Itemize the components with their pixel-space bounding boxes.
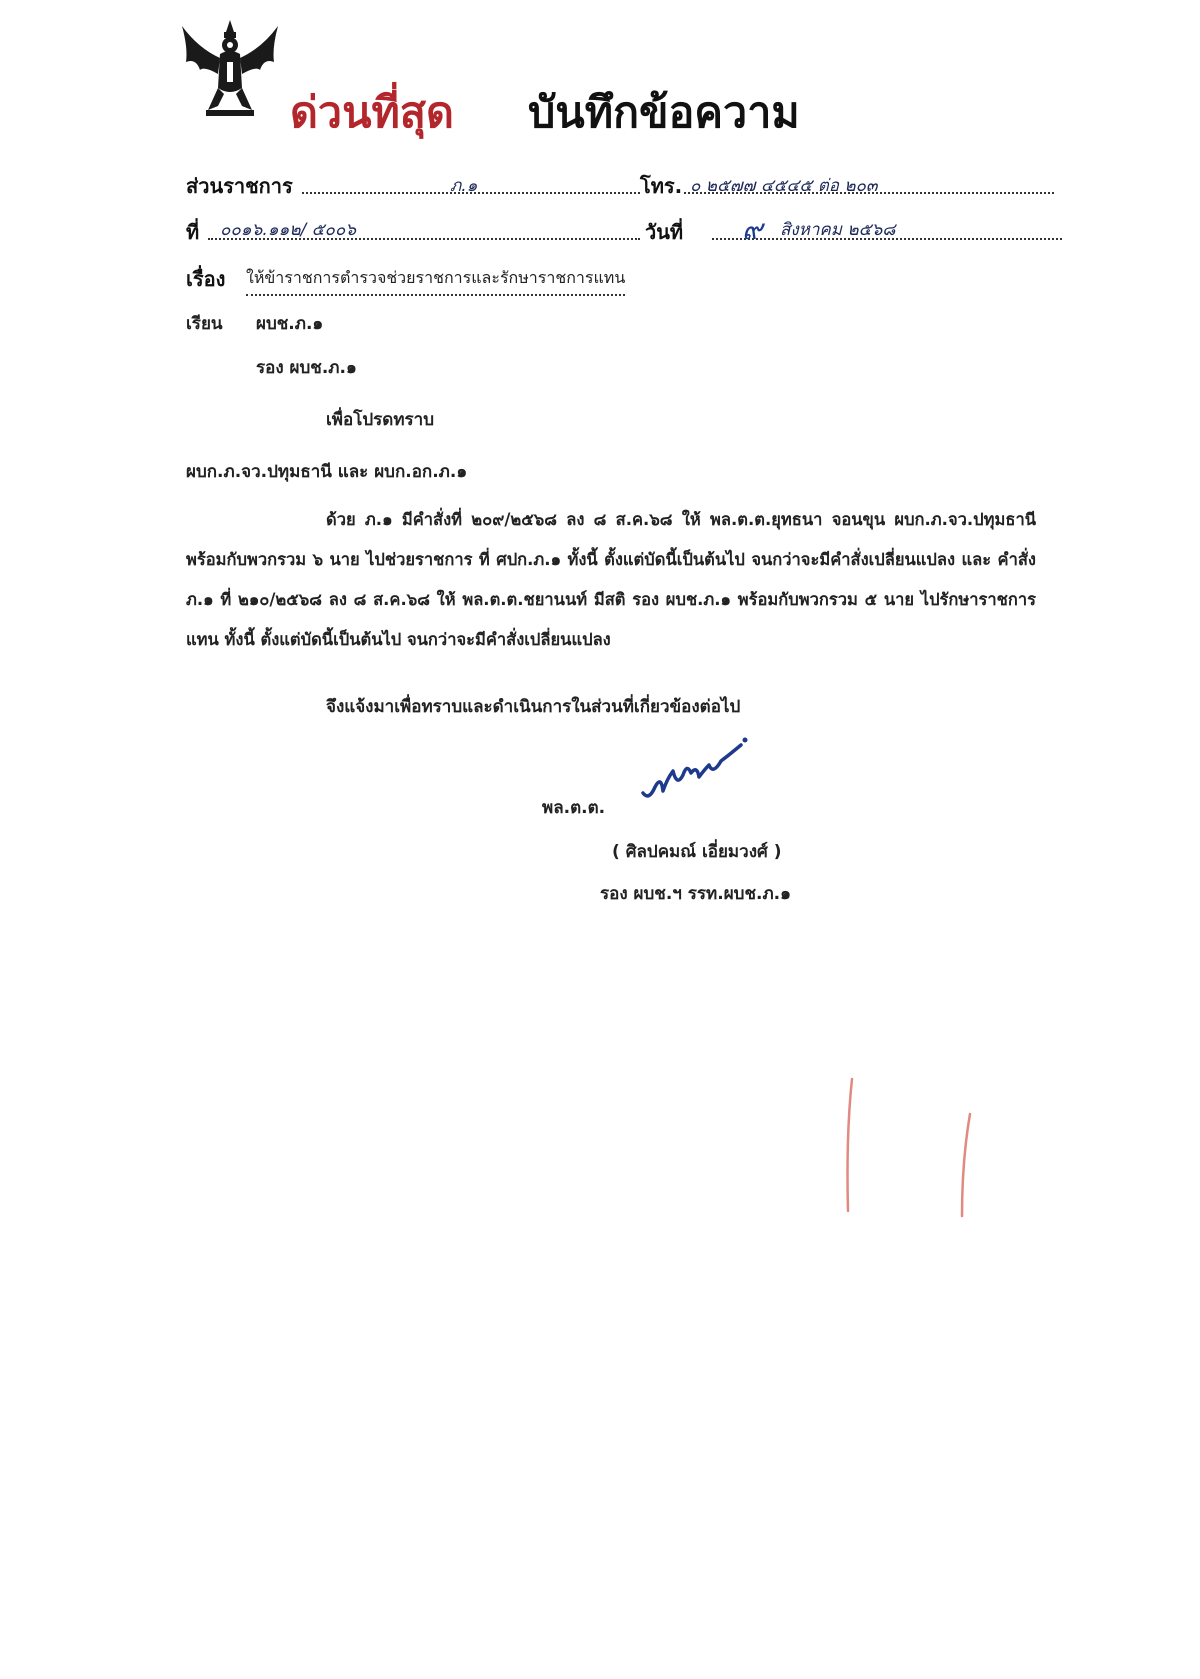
- to-secondary: รอง ผบช.ภ.๑: [256, 358, 357, 378]
- red-pencil-mark-left: [838, 1075, 858, 1215]
- date-day-handwritten: ๙: [742, 213, 763, 246]
- purpose-line: เพื่อโปรดทราบ: [326, 410, 434, 430]
- red-pencil-mark-right: [954, 1110, 974, 1220]
- agency-value: ภ.๑: [450, 176, 478, 196]
- to-primary: ผบช.ภ.๑: [256, 314, 324, 334]
- document-title: บันทึกข้อความ: [528, 88, 800, 138]
- subject-label: เรื่อง: [186, 267, 226, 291]
- signature-name: ( ศิลปคมณ์ เอี่ยมวงศ์ ): [612, 842, 782, 862]
- phone-label: โทร.: [640, 174, 683, 198]
- signature-rank: พล.ต.ต.: [542, 798, 606, 818]
- date-label: วันที่: [645, 220, 684, 244]
- body-paragraph: [186, 500, 1036, 660]
- body-paragraph-text: ด้วย ภ.๑ มีคำสั่งที่ ๒๐๙/๒๕๖๘ ลง ๘ ส.ค.๖๘ ให้ พล.ต.ต.ยุทธนา จอนขุน ผบก.ภ.จว.ปทุมธานี พร้อมกับพวกรวม ๖ นาย ไปช่วยราชการ ที่ ศปก.ภ.๑ ทั้งนี้ ตั้งแต่บัดนี้เป็นต้นไป จนกว่าจะมีคำสั่งเปลี่ยนแปลง และ คำสั่ง ภ.๑ ที่ ๒๑๐/๒๕๖๘ ลง ๘ ส.ค.๖๘ ให้ พล.ต.ต.ชยานนท์ มีสติ รอง ผบช.ภ.๑ พร้อมกับพวกรวม ๕ นาย ไปรักษาราชการแทน ทั้งนี้ ตั้งแต่บัดนี้เป็นต้นไป จนกว่าจะมีคำสั่งเปลี่ยนแปลง: [186, 510, 1036, 649]
- urgency-label: ด่วนที่สุด: [290, 88, 454, 138]
- phone-value: ๐ ๒๕๗๗ ๔๕๔๕ ต่อ ๒๐๓: [690, 176, 878, 196]
- agency-label: ส่วนราชการ: [186, 174, 293, 198]
- signature-position: รอง ผบช.ฯ รรท.ผบช.ภ.๑: [600, 884, 791, 904]
- date-month-year: สิงหาคม ๒๕๖๘: [780, 220, 896, 240]
- number-value: ๐๐๑๖.๑๑๒/ ๕๐๐๖: [220, 220, 357, 240]
- cc-line: ผบก.ภ.จว.ปทุมธานี และ ผบก.อก.ภ.๑: [186, 462, 468, 482]
- to-label: เรียน: [186, 314, 223, 334]
- number-label: ที่: [186, 220, 200, 244]
- closing-line: จึงแจ้งมาเพื่อทราบและดำเนินการในส่วนที่เกี่ยวข้องต่อไป: [326, 697, 741, 717]
- handwritten-signature: [641, 735, 751, 810]
- subject-value: ให้ข้าราชการตำรวจช่วยราชการและรักษาราชการแทน: [246, 266, 625, 296]
- garuda-emblem: [178, 18, 282, 122]
